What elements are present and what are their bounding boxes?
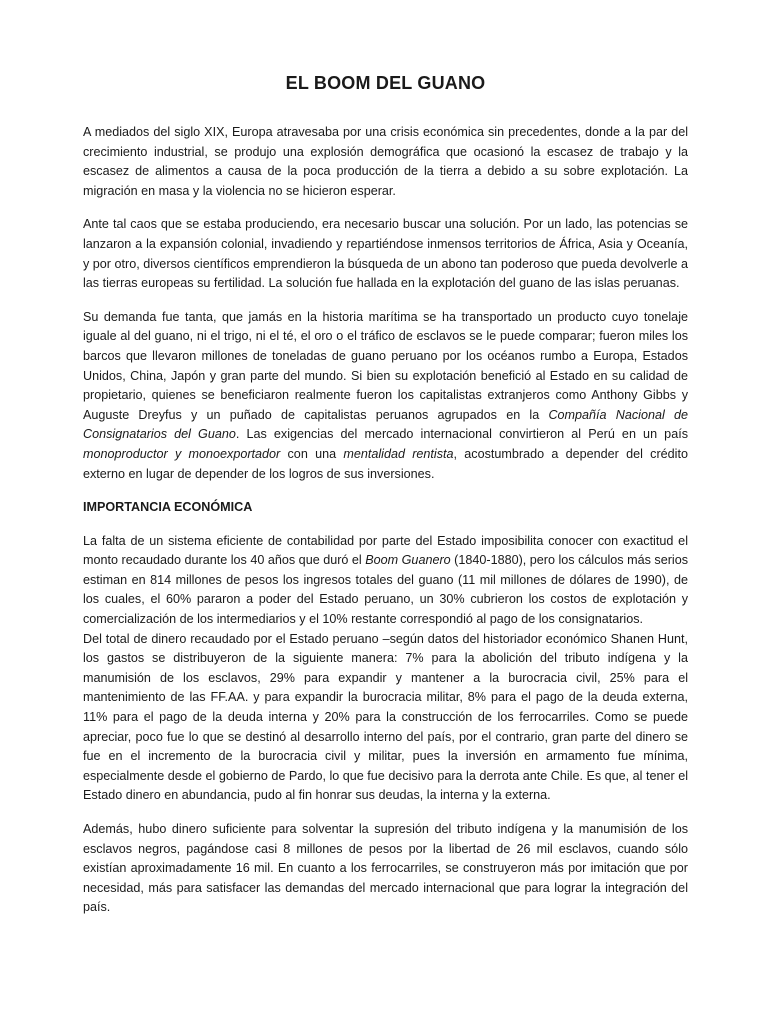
document-title: EL BOOM DEL GUANO — [285, 73, 486, 93]
paragraph-1: A mediados del siglo XIX, Europa atravesaba por una crisis económica sin precedentes, donde a la par del crecimiento industrial, se produjo una explosión demográfica que ocasionó la escasez de trabajo y la escasez de alimentos a causa de la poca producción de la tierra a debido a su sobre explotación. La migración en masa y la violencia no se hicieron esperar. — [83, 125, 688, 198]
paragraph-3-text-e: con una — [280, 446, 344, 461]
paragraph-4-text-c: (1840-1880), pero los cálculos más serios estiman en 814 millones de pesos los ingresos totales del guano (11 mil millones de dólares de 1990), de los cuales, el 60% pararon a poder del Estado peruano, un 30% cubrieron los costos de explotación y comercialización de los intermediarios y el 10% restante correspondió al pago de los consignatarios. — [83, 553, 688, 627]
paragraph-6: Además, hubo dinero suficiente para solventar la supresión del tributo indígena y la manumisión de los esclavos negros, pagándose casi 8 millones de pesos por la libertad de 26 mil esclavos, cuando sólo existían aproximadamente 16 mil. En cuanto a los ferrocarriles, se construyeron más por imitación que por necesidad, más para satisfacer las demandas del mercado internacional que para lograr la integración del país. — [83, 822, 688, 915]
paragraph-3 — [83, 308, 688, 484]
paragraph-5: Del total de dinero recaudado por el Estado peruano –según datos del historiador económico Shanen Hunt, los gastos se distribuyeron de la siguiente manera: 7% para la abolición del tributo indígena y la manumisión de los esclavos, 29% para expandir y mantener a la burocracia civil, 25% para el mantenimiento de las FF.AA. y para expandir la burocracia militar, 8% para el pago de la deuda externa, 11% para el pago de la deuda interna y 20% para la construcción de los ferrocarriles. Como se puede apreciar, poco fue lo que se destinó al desarrollo interno del país, por el contrario, gran parte del dinero se fue en el incremento de la burocracia civil y militar, pues la inversión en armamento fue mínima, especialmente desde el gobierno de Pardo, lo que fue decisivo para la derrota ante Chile. Es que, al tener el Estado dinero en abundancia, pudo al fin honrar sus deudas, la interna y la externa. — [83, 631, 688, 803]
paragraph-3-company-name: Compañía Nacional de Consignatarios del Guano — [83, 407, 688, 442]
paragraph-3-text-g: , acostumbrado a depender del crédito externo en lugar de depender de los logros de sus inversiones. — [83, 446, 688, 481]
paragraph-2: Ante tal caos que se estaba produciendo, era necesario buscar una solución. Por un lado, las potencias se lanzaron a la expansión colonial, invadiendo y repartiéndose inmensos territorios de África, Asia y Oceanía, y por otro, diversos científicos emprendieron la búsqueda de un abono tan poderoso que pueda devolverle a las tierras europeas su fertilidad. La solución fue hallada en la explotación del guano de las islas peruanas. — [83, 217, 688, 291]
paragraph-4 — [83, 532, 688, 630]
paragraph-3-mentality-term: mentalidad rentista — [343, 446, 454, 461]
paragraph-3-text-c: . Las exigencias del mercado internacional convirtieron al Perú en un país — [235, 427, 688, 442]
paragraph-4-boom-term: Boom Guanero — [365, 553, 451, 568]
paragraph-3-economy-term: monoproductor y monoexportador — [83, 446, 281, 461]
paragraph-4-text-a: La falta de un sistema eficiente de contabilidad por parte del Estado imposibilita conocer con exactitud el monto recaudado durante los 40 años que duró el — [83, 533, 688, 568]
paragraph-3-text-a: Su demanda fue tanta, que jamás en la historia marítima se ha transportado un producto cuyo tonelaje iguale al del guano, ni el trigo, ni el té, el oro o el tráfico de esclavos se le puede comparar; fueron miles los barcos que llevaron millones de toneladas de guano peruano por los océanos rumbo a Europa, Estados Unidos, China, Japón y gran parte del mundo. Si bien su explotación benefició al Estado en su calidad de propietario, quienes se beneficiaron realmente fueron los capitalistas extranjeros como Anthony Gibbs y Auguste Dreyfus y un puñado de capitalistas peruanos agrupados en la — [83, 309, 688, 422]
section-heading: IMPORTANCIA ECONÓMICA — [83, 500, 253, 515]
